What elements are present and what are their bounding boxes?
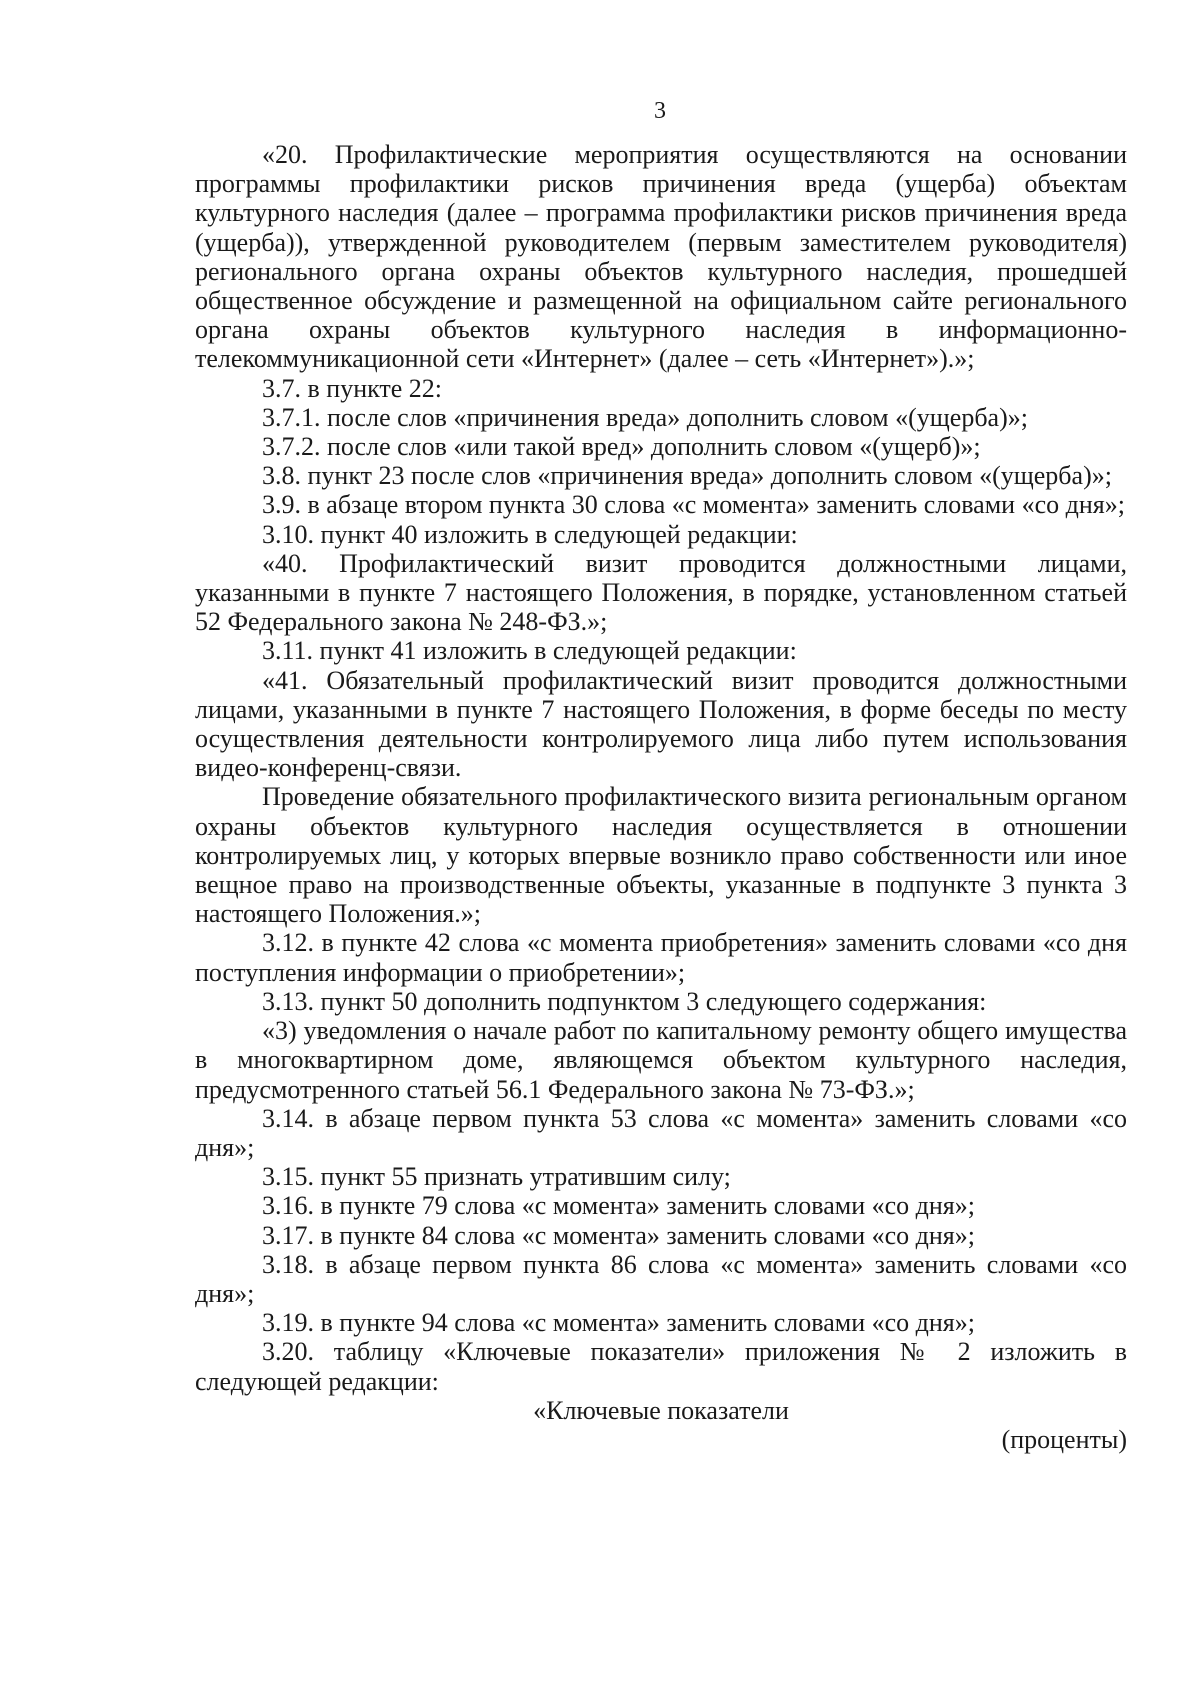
table-title: «Ключевые показатели (533, 1395, 789, 1425)
document-body (195, 140, 1127, 1454)
paragraph: 3.10. пункт 40 изложить в следующей редакции: (262, 519, 798, 549)
paragraph: 3.14. в абзаце первом пункта 53 слова «с момента» заменить словами «со дня»; (195, 1103, 1127, 1162)
paragraph: 3.7.2. после слов «или такой вред» дополнить словом «(ущерб)»; (262, 432, 981, 462)
paragraph: 3.8. пункт 23 после слов «причинения вреда» дополнить словом «(ущерба)»; (262, 461, 1112, 491)
units-note: (проценты) (1001, 1424, 1127, 1454)
paragraph: 3.17. в пункте 84 слова «с момента» заменить словами «со дня»; (262, 1220, 975, 1250)
paragraph: 3.15. пункт 55 признать утратившим силу; (262, 1162, 731, 1192)
paragraph: Проведение обязательного профилактического визита региональным органом охраны объектов культурного наследия осуществляется в отношении контролируемых лиц, у которых впервые возникло право собственности или иное вещное право на производственные объекты, указанные в подпункте 3 пункта 3 настоящего Положения.»; (195, 782, 1127, 929)
paragraph: 3.19. в пункте 94 слова «с момента» заменить словами «со дня»; (262, 1308, 975, 1338)
paragraph: «41. Обязательный профилактический визит проводится должностными лицами, указанными в пункте 7 настоящего Положения, в форме беседы по месту осуществления деятельности контролируемого лица либо путем использования видео-конференц-связи. (195, 665, 1127, 783)
paragraph: 3.7.1. после слов «причинения вреда» дополнить словом «(ущерба)»; (262, 402, 1028, 432)
paragraph: 3.16. в пункте 79 слова «с момента» заменить словами «со дня»; (262, 1191, 975, 1221)
paragraph: «3) уведомления о начале работ по капитальному ремонту общего имущества в многоквартирном доме, являющемся объектом культурного наследия, предусмотренного статьей 56.1 Федерального закона № 73-ФЗ.»; (195, 1016, 1127, 1104)
paragraph: 3.12. в пункте 42 слова «с момента приобретения» заменить словами «со дня поступления информации о приобретении»; (195, 928, 1127, 987)
paragraph: «20. Профилактические мероприятия осуществляются на основании программы профилактики рисков причинения вреда (ущерба) объектам культурного наследия (далее – программа профилактики рисков причинения вреда (ущерба)), утвержденной руководителем (первым заместителем руководителя) регионального органа охраны объектов культурного наследия, прошедшей общественное обсуждение и размещенной на официальном сайте регионального органа охраны объектов культурного наследия в информационно-телекоммуникационной сети «Интернет» (далее – сеть «Интернет»).»; (195, 140, 1127, 374)
paragraph: «40. Профилактический визит проводится должностными лицами, указанными в пункте 7 настоящего Положения, в порядке, установленном статьей 52 Федерального закона № 248-ФЗ.»; (195, 548, 1127, 637)
paragraph: 3.13. пункт 50 дополнить подпунктом 3 следующего содержания: (262, 986, 987, 1016)
paragraph: 3.9. в абзаце втором пункта 30 слова «с момента» заменить словами «со дня»; (262, 490, 1125, 520)
page-number: 3 (654, 98, 666, 124)
paragraph: 3.18. в абзаце первом пункта 86 слова «с момента» заменить словами «со дня»; (195, 1249, 1127, 1308)
paragraph: 3.7. в пункте 22: (262, 373, 443, 403)
paragraph: 3.11. пункт 41 изложить в следующей редакции: (262, 636, 797, 666)
paragraph: 3.20. таблицу «Ключевые показатели» приложения № 2 изложить в следующей редакции: (195, 1337, 1127, 1396)
